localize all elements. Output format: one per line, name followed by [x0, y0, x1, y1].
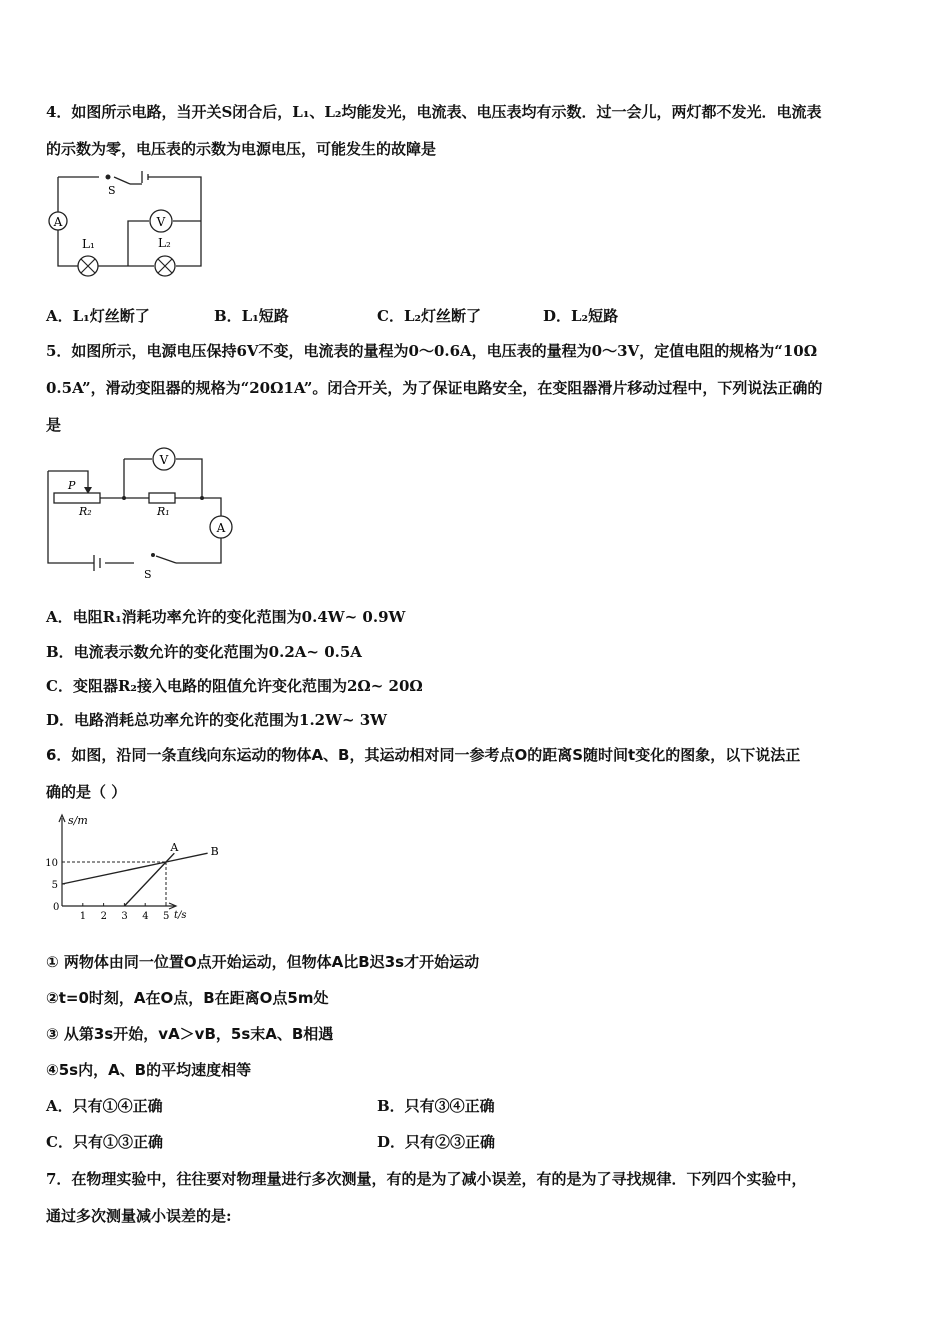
x-tick-label: 4 — [142, 911, 149, 922]
q6-option-c[interactable]: C．只有①③正确 — [46, 1133, 163, 1151]
y-axis-label: s/m — [68, 814, 88, 827]
q5-rheostat — [54, 493, 100, 503]
q5-rheostat-label: R₂ — [79, 505, 92, 518]
q4-switch — [114, 177, 130, 184]
q5-stem-line3: 是 — [46, 416, 62, 434]
q4-option-b[interactable]: B．L₁短路 — [214, 307, 289, 325]
x-tick-label: 0 — [53, 902, 60, 913]
y-tick-label: 10 — [45, 858, 58, 869]
q6-stem-line1: 6．如图，沿同一条直线向东运动的物体A、B，其运动相对同一参考点O的距离S随时间t变化的图象，以下说法正 — [46, 746, 801, 764]
x-tick-label: 3 — [121, 911, 128, 922]
q5-slider-label: P — [68, 479, 76, 492]
series-label-A: A — [170, 841, 179, 855]
q5-option-d[interactable]: D．电路消耗总功率允许的变化范围为1.2W~ 3W — [46, 711, 388, 729]
q4-ammeter-label: A — [53, 215, 63, 229]
q5-voltmeter-label: V — [159, 453, 169, 467]
series-label-B: B — [210, 845, 219, 859]
q4-option-c[interactable]: C．L₂灯丝断了 — [377, 307, 482, 325]
q5-stem-line2: 0.5A”，滑动变阻器的规格为“20Ω1A”。闭合开关，为了保证电路安全，在变阻器滑片移动过程中，下列说法正确的 — [46, 379, 823, 397]
q6-statement-4: ④5s内，A、B的平均速度相等 — [46, 1061, 252, 1079]
q5-switch-label: S — [144, 568, 152, 581]
q5-stem-line1: 5．如图所示，电源电压保持6V不变，电流表的量程为0～0.6A，电压表的量程为0～3V，定值电阻的规格为“10Ω — [46, 342, 818, 360]
q4-lamp1 — [78, 256, 98, 276]
q4-circuit-diagram — [44, 168, 209, 280]
q7-stem-line1: 7．在物理实验中，往往要对物理量进行多次测量，有的是为了减小误差，有的是为了寻找规律．下列四个实验中， — [46, 1170, 807, 1188]
q5-option-a[interactable]: A．电阻R₁消耗功率允许的变化范围为0.4W~ 0.9W — [46, 608, 406, 626]
q5-switch — [156, 556, 176, 563]
q7-stem-line2: 通过多次测量减小误差的是: — [46, 1207, 232, 1225]
q6-statement-3: ③ 从第3s开始，vA＞vB，5s末A、B相遇 — [46, 1025, 334, 1043]
q4-stem-line2: 的示数为零，电压表的示数为电源电压，可能发生的故障是 — [46, 140, 437, 158]
q6-option-d[interactable]: D．只有②③正确 — [377, 1133, 496, 1151]
q5-option-b[interactable]: B．电流表示数允许的变化范围为0.2A~ 0.5A — [46, 643, 362, 661]
q5-resistor-r1 — [149, 493, 175, 503]
q6-stem-line2: 确的是（ ） — [46, 783, 127, 801]
q6-statement-1: ① 两物体由同一位置O点开始运动，但物体A比B迟3s才开始运动 — [46, 953, 480, 971]
x-tick-label: 5 — [163, 911, 170, 922]
series-line-B — [62, 853, 208, 884]
q4-voltmeter-label: V — [156, 215, 166, 229]
x-axis-label: t/s — [174, 910, 187, 921]
q4-switch-label: S — [108, 184, 116, 197]
q4-option-d[interactable]: D．L₂短路 — [543, 307, 619, 325]
q6-distance-time-chart — [44, 812, 224, 924]
q5-battery — [94, 555, 100, 571]
x-tick-label: 2 — [100, 911, 107, 922]
q5-option-c[interactable]: C．变阻器R₂接入电路的阻值允许变化范围为2Ω~ 20Ω — [46, 677, 423, 695]
x-tick-label: 1 — [79, 911, 87, 922]
q5-circuit-diagram — [44, 447, 236, 582]
q4-lamp2-label: L₂ — [158, 236, 171, 250]
q5-ammeter-label: A — [216, 521, 226, 535]
q6-option-b[interactable]: B．只有③④正确 — [377, 1097, 495, 1115]
q4-lamp1-label: L₁ — [82, 237, 95, 251]
q4-option-a[interactable]: A．L₁灯丝断了 — [46, 307, 150, 325]
q5-resistor-label: R₁ — [157, 505, 170, 518]
q4-battery — [142, 171, 148, 183]
q6-option-a[interactable]: A．只有①④正确 — [46, 1097, 163, 1115]
y-tick-label: 5 — [51, 880, 58, 891]
q4-lamp2 — [155, 256, 175, 276]
q6-statement-2: ②t=0时刻，A在O点，B在距离O点5m处 — [46, 989, 329, 1007]
q4-stem-line1: 4．如图所示电路，当开关S闭合后，L₁、L₂均能发光，电流表、电压表均有示数．过一会儿，两灯都不发光．电流表 — [46, 103, 822, 121]
